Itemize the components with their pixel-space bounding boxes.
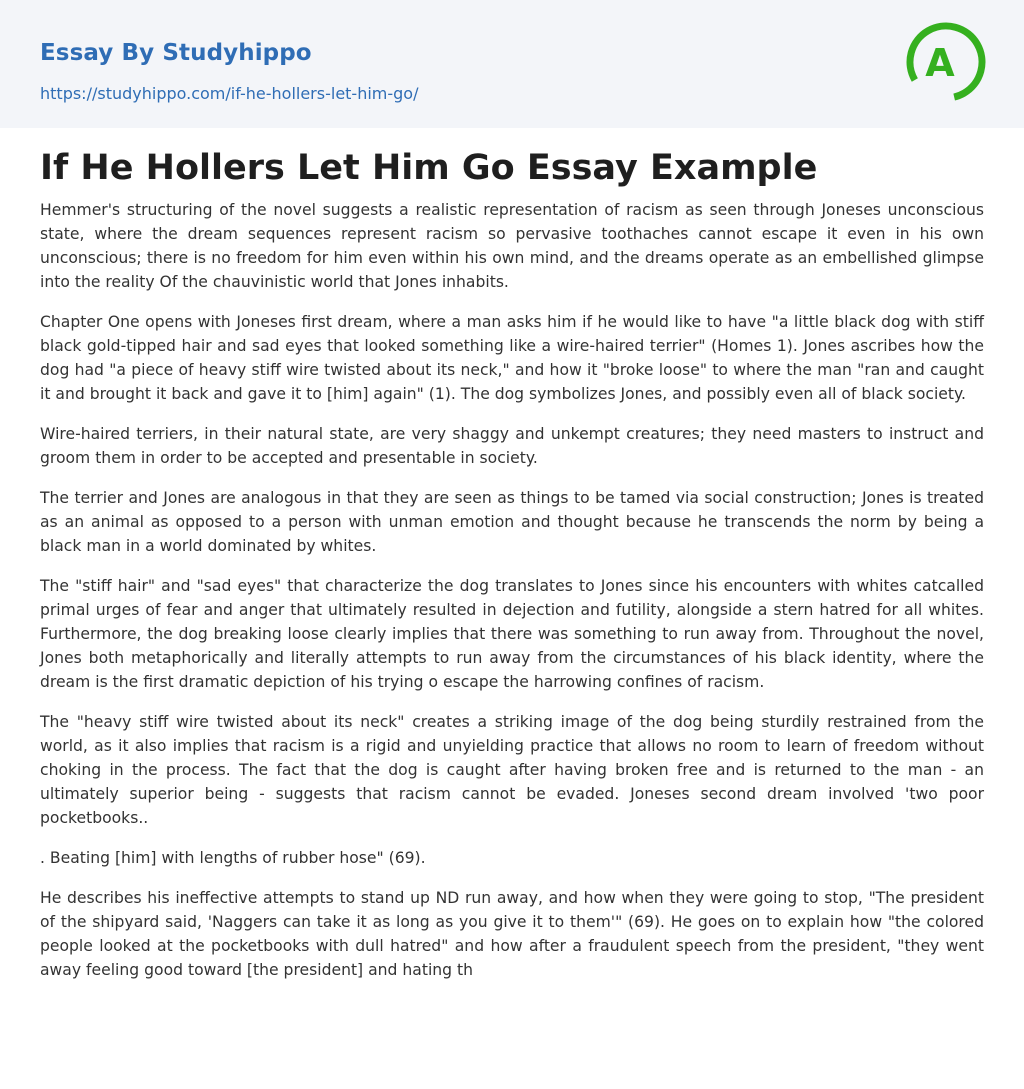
- essay-paragraph-1: Hemmer's structuring of the novel suggests a realistic representation of racism as seen through Joneses unconscious state, where the dream sequences represent racism so pervasive toothaches cannot escape it even in his own unconscious; there is no freedom for him even within his own mind, and the dreams operate as an embellished glimpse into the reality Of the chauvinistic world that Jones inhabits.: [40, 201, 984, 291]
- essay-paragraph-8: He describes his ineffective attempts to stand up ND run away, and how when they were going to stop, "The president of the shipyard said, 'Naggers can take it as long as you give it to them'" (69). He goes on to explain how "the colored people looked at the pocketbooks with dull hatred" and how after a fraudulent speech from the president, "they went away feeling good toward [the president] and hating th: [40, 889, 984, 979]
- essay-paragraph-6: The "heavy stiff wire twisted about its neck" creates a striking image of the dog being sturdily restrained from the world, as it also implies that racism is a rigid and unyielding practice that allows no room to learn of freedom without choking in the process. The fact that the dog is caught after having broken free and is returned to the man - an ultimately superior being - suggests that racism cannot be evaded. Joneses second dream involved 'two poor pocketbooks..: [40, 713, 984, 827]
- logo-ring-icon: [906, 16, 990, 108]
- essay-content: [0, 128, 1024, 982]
- essay-paragraph-4: The terrier and Jones are analogous in that they are seen as things to be tamed via social construction; Jones is treated as an animal as opposed to a person with unman emotion and thought because he transcends the norm by being a black man in a world dominated by whites.: [40, 489, 984, 555]
- essay-url-link[interactable]: https://studyhippo.com/if-he-hollers-let-him-go/: [40, 84, 419, 103]
- studyhippo-logo-icon[interactable]: [906, 16, 990, 108]
- logo-letter: A: [925, 41, 955, 85]
- essay-paragraph-3: Wire-haired terriers, in their natural state, are very shaggy and unkempt creatures; they need masters to instruct and groom them in order to be accepted and presentable in society.: [40, 425, 984, 467]
- essay-paragraph-2: Chapter One opens with Joneses first dream, where a man asks him if he would like to have "a little black dog with stiff black gold-tipped hair and sad eyes that looked something like a wire-haired terrier" (Homes 1). Jones ascribes how the dog had "a piece of heavy stiff wire twisted about its neck," and how it "broke loose" to where the man "ran and caught it and brought it back and gave it to [him] again" (1). The dog symbolizes Jones, and possibly even all of black society.: [40, 313, 984, 403]
- essay-title: If He Hollers Let Him Go Essay Example: [40, 148, 818, 188]
- essay-paragraph-7: . Beating [him] with lengths of rubber hose" (69).: [40, 849, 426, 867]
- site-header: [0, 0, 1024, 128]
- site-title: Essay By Studyhippo: [40, 40, 312, 66]
- essay-paragraph-5: The "stiff hair" and "sad eyes" that characterize the dog translates to Jones since his encounters with whites catcalled primal urges of fear and anger that ultimately resulted in dejection and futility, alongside a stern hatred for all whites. Furthermore, the dog breaking loose clearly implies that there was something to run away from. Throughout the novel, Jones both metaphorically and literally attempts to run away from the circumstances of his black identity, where the dream is the first dramatic depiction of his trying o escape the harrowing confines of racism.: [40, 577, 984, 691]
